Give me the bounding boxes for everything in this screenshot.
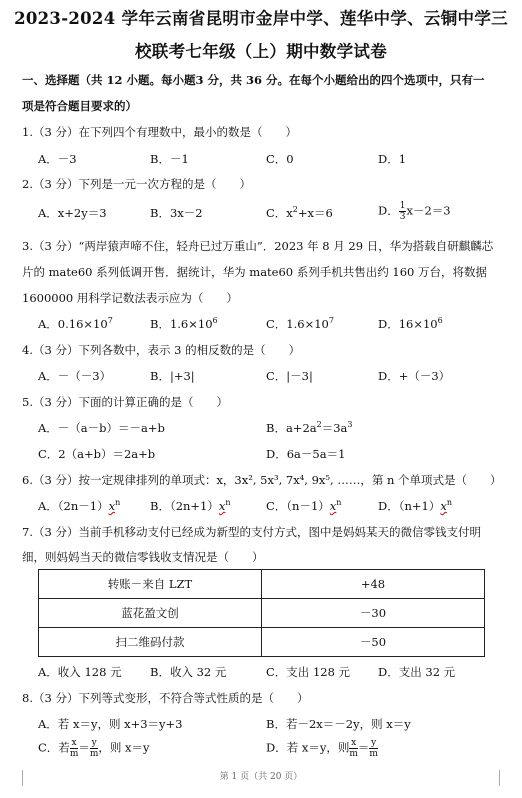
page-footer: 第 1 页（共 20 页） (219, 772, 303, 782)
q5-option-a: A．－（a－b）＝－a+b (38, 421, 165, 435)
q3-option-a (38, 316, 113, 332)
q2-option-d (378, 201, 451, 222)
page-title-line1: 2023-2024 学年云南省昆明市金岸中学、莲华中学、云铜中学三 (14, 9, 508, 28)
q4-option-a: A．－（－3） (38, 369, 112, 383)
q2-option-b: B．3x－2 (150, 206, 203, 220)
q5-option-c: C．2（a+b）＝2a+b (38, 447, 156, 461)
q8-c-den2: m (89, 749, 99, 759)
q8-c-eq: ＝ (78, 740, 90, 755)
q5-option-b (266, 420, 353, 436)
q6-option-a (38, 498, 120, 514)
question-3-stem-1: 3.（3 分）“两岸猿声啼不住，轻舟已过万重山”．2023 年 8 月 29 日，华为搭载自研麒麟芯 (22, 239, 494, 253)
q6-option-d (378, 498, 452, 514)
q6-option-b (150, 498, 231, 514)
q3-b-pre: B．1.6×10 (150, 317, 213, 331)
q6-a-var: x (108, 499, 116, 513)
table-row (39, 599, 485, 628)
q3-c-pre: C．1.6×10 (266, 317, 329, 331)
q8-c-den1: m (69, 749, 79, 759)
q6-b-exp: n (225, 498, 231, 508)
q8-d-den1: m (349, 749, 358, 759)
q6-c-exp: n (336, 498, 342, 508)
q3-a-exp: 7 (107, 316, 113, 326)
q6-b-pre: B．（2n+1） (150, 499, 219, 513)
q6-b-var: x (218, 499, 226, 513)
question-5-stem: 5.（3 分）下面的计算正确的是（ ） (22, 395, 228, 409)
q8-d-num1: x (351, 738, 357, 748)
q8-d-eq: ＝ (357, 740, 370, 755)
question-6-stem: 6.（3 分）按一定规律排列的单项式：x，3x², 5x³, 7x⁴, 9x⁵, ……，第 n 个单项式是（ ） (22, 473, 502, 487)
q2-option-c (266, 205, 333, 221)
q3-a-pre: A．0.16×10 (38, 317, 108, 331)
q5-b-mid: ＝3a (321, 421, 348, 435)
question-7-stem-1: 7.（3 分）当前手机移动支付已经成为新型的支付方式，图中是妈妈某天的微信零钱支付明 (22, 525, 481, 539)
question-7-stem-2: 细，则妈妈当天的微信零钱收支情况是（ ） (22, 550, 264, 564)
q6-d-pre: D．（n+1） (378, 499, 441, 513)
q1-option-d: D．1 (378, 152, 407, 166)
table-row (39, 570, 485, 599)
question-8-stem: 8.（3 分）下列等式变形，不符合等式性质的是（ ） (22, 691, 309, 705)
q1-option-a: A．－3 (38, 152, 77, 166)
q8-d-frac2 (369, 738, 378, 759)
q2-c-pre: C．x (266, 206, 293, 220)
q4-option-c: C．|－3| (266, 369, 313, 383)
question-4-stem: 4.（3 分）下列各数中，表示 3 的相反数的是（ ） (22, 343, 301, 357)
q3-b-exp: 6 (212, 316, 218, 326)
q3-d-pre: D．16×10 (378, 317, 438, 331)
section-header: 一、选择题（共 12 小题。每小题3 分，共 36 分。在每个小题给出的四个选项中，只有一 (22, 73, 485, 87)
q8-option-d (266, 738, 378, 759)
q7-option-b: B．收入 32 元 (150, 665, 227, 679)
table-row (39, 628, 485, 657)
table-cell-label: 扫二维码付款 (39, 628, 262, 657)
table-cell-value: +48 (262, 570, 485, 599)
table-cell-label: 蓝花盈文创 (39, 599, 262, 628)
page-title-line2: 校联考七年级（上）期中数学试卷 (135, 42, 387, 61)
question-3-stem-3: 1600000 用科学记数法表示应为（ ） (22, 291, 238, 305)
q8-c-post: ，则 x＝y (98, 740, 150, 755)
q6-a-pre: A．（2n－1） (38, 499, 109, 513)
q6-d-var: x (440, 499, 447, 513)
q2-option-a: A．x+2y＝3 (38, 206, 107, 220)
wechat-payment-table (38, 569, 485, 657)
q1-option-c: C．0 (266, 152, 294, 166)
table-cell-value: －30 (262, 599, 485, 628)
q8-c-pre: C．若 (38, 740, 70, 755)
q6-c-var: x (329, 499, 337, 513)
q2-c-exp: 2 (292, 205, 298, 215)
table-cell-value: －50 (262, 628, 485, 657)
q4-option-b: B．|+3| (150, 369, 195, 383)
q2-c-post: +x＝6 (297, 206, 333, 220)
question-3-stem-2: 片的 mate60 系列低调开售．据统计，华为 mate60 系列手机共售出约 160 万台，将数据 (22, 265, 488, 279)
q2-d-num: 1 (399, 201, 406, 211)
q3-option-d (378, 316, 443, 332)
q3-option-c (266, 316, 334, 332)
q2-d-pre: D． (378, 203, 399, 218)
q6-option-c (266, 498, 341, 514)
section-header-cont: 项是符合题目要求的） (22, 99, 137, 113)
q8-option-a: A．若 x＝y，则 x+3＝y+3 (38, 717, 183, 731)
q2-d-post: x－2＝3 (406, 203, 451, 218)
q5-b-exp2: 3 (347, 420, 353, 430)
q8-c-num1: x (71, 738, 77, 748)
q2-d-den: 3 (399, 212, 406, 222)
question-2-stem: 2.（3 分）下列是一元一次方程的是（ ） (22, 177, 251, 191)
q5-b-exp: 2 (316, 420, 322, 430)
q8-c-num2: y (91, 738, 97, 748)
table-cell-label: 转账－来自 LZT (39, 570, 262, 599)
q5-option-d: D．6a－5a＝1 (266, 447, 346, 461)
q6-d-exp: n (446, 498, 452, 508)
q8-d-den2: m (369, 749, 378, 759)
q5-b-pre: B．a+2a (266, 421, 317, 435)
q8-option-c (38, 738, 150, 759)
q3-option-b (150, 316, 218, 332)
q8-d-pre: D．若 x＝y，则 (266, 740, 350, 755)
q4-option-d: D．+（－3） (378, 369, 451, 383)
q3-d-exp: 6 (437, 316, 443, 326)
q8-d-frac1 (349, 738, 358, 759)
q7-option-c: C．支出 128 元 (266, 665, 351, 679)
q7-option-d: D．支出 32 元 (378, 665, 456, 679)
q6-a-exp: n (115, 498, 121, 508)
q3-c-exp: 7 (328, 316, 334, 326)
q8-d-num2: y (371, 738, 377, 748)
q7-option-a: A．收入 128 元 (38, 665, 122, 679)
q8-option-b: B．若－2x＝－2y，则 x＝y (266, 717, 411, 731)
question-1-stem: 1.（3 分）在下列四个有理数中，最小的数是（ ） (22, 125, 297, 139)
q1-option-b: B．－1 (150, 152, 189, 166)
q6-c-pre: C．（n－1） (266, 499, 330, 513)
